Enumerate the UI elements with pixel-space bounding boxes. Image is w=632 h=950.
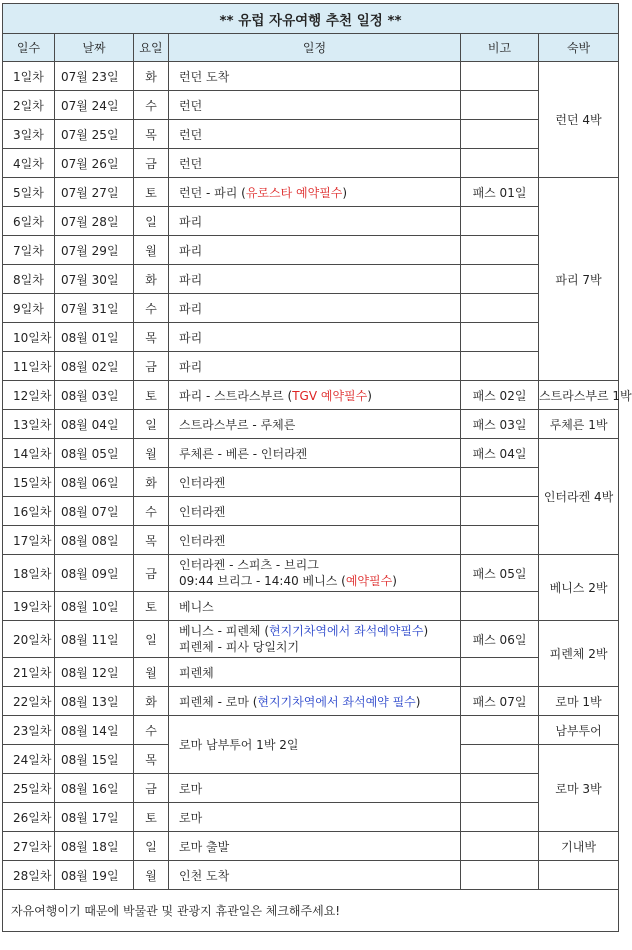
table-row: [3, 265, 619, 294]
header-date: 날짜: [55, 34, 134, 62]
schedule-cell: 런던: [169, 149, 461, 178]
table-row: [3, 439, 619, 468]
weekday-cell: 일: [134, 207, 169, 236]
date-cell: 07월 30일: [55, 265, 134, 294]
weekday-cell: 월: [134, 236, 169, 265]
weekday-cell: 금: [134, 774, 169, 803]
table-row: [3, 91, 619, 120]
date-cell: 08월 15일: [55, 745, 134, 774]
weekday-cell: 목: [134, 120, 169, 149]
schedule-cell: 런던: [169, 91, 461, 120]
day-cell: 10일차: [3, 323, 55, 352]
date-cell: 07월 23일: [55, 62, 134, 91]
weekday-cell: 일: [134, 832, 169, 861]
schedule-cell: 로마: [169, 774, 461, 803]
schedule-cell: 베니스: [169, 592, 461, 621]
schedule-text: 베니스 - 피렌체 (: [179, 624, 270, 638]
weekday-cell: 목: [134, 323, 169, 352]
schedule-cell: 파리: [169, 207, 461, 236]
day-cell: 26일차: [3, 803, 55, 832]
schedule-cell: 인터라켄: [169, 497, 461, 526]
weekday-cell: 토: [134, 803, 169, 832]
weekday-cell: 토: [134, 178, 169, 207]
table-row: [3, 468, 619, 497]
lodging-cell: 로마 3박: [539, 745, 619, 832]
date-cell: 08월 02일: [55, 352, 134, 381]
date-cell: 07월 31일: [55, 294, 134, 323]
note-cell: [461, 832, 539, 861]
day-cell: 2일차: [3, 91, 55, 120]
table-row: [3, 687, 619, 716]
schedule-cell: 파리: [169, 294, 461, 323]
day-cell: 25일차: [3, 774, 55, 803]
footer-row: [3, 890, 619, 932]
date-cell: 07월 26일: [55, 149, 134, 178]
table-row: [3, 555, 619, 592]
schedule-text: 피렌체 - 로마 (: [179, 694, 258, 709]
schedule-cell: [169, 381, 461, 410]
note-cell: [461, 294, 539, 323]
date-cell: 08월 05일: [55, 439, 134, 468]
schedule-line-2: [179, 573, 460, 589]
schedule-cell: 파리: [169, 236, 461, 265]
header-weekday: 요일: [134, 34, 169, 62]
schedule-cell: [169, 178, 461, 207]
date-cell: 08월 09일: [55, 555, 134, 592]
schedule-cell: 로마 남부투어 1박 2일: [169, 716, 461, 774]
table-row: [3, 592, 619, 621]
date-cell: 07월 29일: [55, 236, 134, 265]
note-cell: [461, 526, 539, 555]
day-cell: 18일차: [3, 555, 55, 592]
schedule-cell: 인천 도착: [169, 861, 461, 890]
weekday-cell: 금: [134, 352, 169, 381]
date-cell: 08월 12일: [55, 658, 134, 687]
note-cell: [461, 236, 539, 265]
weekday-cell: 수: [134, 91, 169, 120]
table-row: [3, 658, 619, 687]
day-cell: 1일차: [3, 62, 55, 91]
note-cell: 패스 04일: [461, 439, 539, 468]
day-cell: 13일차: [3, 410, 55, 439]
note-cell: [461, 91, 539, 120]
note-cell: [461, 774, 539, 803]
date-cell: 08월 06일: [55, 468, 134, 497]
table-row: [3, 323, 619, 352]
note-cell: [461, 62, 539, 91]
weekday-cell: 토: [134, 381, 169, 410]
schedule-cell: 스트라스부르 - 루체른: [169, 410, 461, 439]
note-cell: 패스 03일: [461, 410, 539, 439]
lodging-cell: 인터라켄 4박: [539, 439, 619, 555]
day-cell: 14일차: [3, 439, 55, 468]
weekday-cell: 월: [134, 658, 169, 687]
weekday-cell: 수: [134, 716, 169, 745]
note-cell: [461, 803, 539, 832]
header-schedule: 일정: [169, 34, 461, 62]
table-row: [3, 803, 619, 832]
day-cell: 8일차: [3, 265, 55, 294]
schedule-text-end: ): [342, 185, 348, 200]
date-cell: 08월 13일: [55, 687, 134, 716]
table-row: [3, 178, 619, 207]
schedule-cell: [169, 621, 461, 658]
day-cell: 4일차: [3, 149, 55, 178]
lodging-cell: 파리 7박: [539, 178, 619, 381]
table-row: [3, 410, 619, 439]
lodging-cell: 스트라스부르 1박: [539, 381, 619, 410]
footer-note: 자유여행이기 때문에 박물관 및 관광지 휴관일은 체크해주세요!: [3, 890, 619, 932]
schedule-text-end: ): [367, 388, 372, 403]
schedule-cell: 인터라켄: [169, 526, 461, 555]
lodging-cell: 로마 1박: [539, 687, 619, 716]
seat-reservation-text: 현지기차역에서 좌석예약 필수: [257, 694, 416, 709]
day-cell: 17일차: [3, 526, 55, 555]
schedule-line-2: 피렌체 - 피사 당일치기: [179, 640, 300, 654]
date-cell: 08월 01일: [55, 323, 134, 352]
note-cell: [461, 861, 539, 890]
note-cell: [461, 497, 539, 526]
date-cell: 07월 25일: [55, 120, 134, 149]
date-cell: 08월 03일: [55, 381, 134, 410]
table-row: [3, 120, 619, 149]
day-cell: 21일차: [3, 658, 55, 687]
weekday-cell: 금: [134, 149, 169, 178]
weekday-cell: 일: [134, 410, 169, 439]
lodging-cell: [539, 861, 619, 890]
schedule-cell: 파리: [169, 323, 461, 352]
weekday-cell: 목: [134, 526, 169, 555]
date-cell: 08월 14일: [55, 716, 134, 745]
itinerary-table: [2, 3, 632, 932]
weekday-cell: 수: [134, 294, 169, 323]
date-cell: 08월 18일: [55, 832, 134, 861]
note-cell: 패스 01일: [461, 178, 539, 207]
note-cell: 패스 06일: [461, 621, 539, 658]
day-cell: 7일차: [3, 236, 55, 265]
day-cell: 15일차: [3, 468, 55, 497]
date-cell: 07월 28일: [55, 207, 134, 236]
date-cell: 08월 10일: [55, 592, 134, 621]
note-cell: [461, 323, 539, 352]
schedule-cell: 런던 도착: [169, 62, 461, 91]
table-row: [3, 352, 619, 381]
table-row: [3, 832, 619, 861]
day-cell: 24일차: [3, 745, 55, 774]
schedule-text-end: ): [392, 574, 397, 588]
table-row: [3, 861, 619, 890]
schedule-text: 09:44 브리그 - 14:40 베니스 (: [179, 574, 346, 588]
note-cell: 패스 07일: [461, 687, 539, 716]
lodging-cell: 런던 4박: [539, 62, 619, 178]
schedule-cell: 로마: [169, 803, 461, 832]
date-cell: 08월 16일: [55, 774, 134, 803]
date-cell: 07월 27일: [55, 178, 134, 207]
weekday-cell: 토: [134, 592, 169, 621]
note-cell: [461, 658, 539, 687]
schedule-cell: 파리: [169, 265, 461, 294]
lodging-cell: 피렌체 2박: [539, 621, 619, 687]
day-cell: 11일차: [3, 352, 55, 381]
reservation-required-text: 예약필수: [345, 574, 393, 588]
day-cell: 27일차: [3, 832, 55, 861]
table-row: [3, 62, 619, 91]
day-cell: 3일차: [3, 120, 55, 149]
date-cell: 08월 17일: [55, 803, 134, 832]
schedule-text-end: ): [423, 624, 429, 638]
day-cell: 23일차: [3, 716, 55, 745]
day-cell: 12일차: [3, 381, 55, 410]
schedule-cell: 파리: [169, 352, 461, 381]
date-cell: 08월 08일: [55, 526, 134, 555]
table-row: [3, 207, 619, 236]
table-row: [3, 294, 619, 323]
day-cell: 9일차: [3, 294, 55, 323]
day-cell: 22일차: [3, 687, 55, 716]
header-note: 비고: [461, 34, 539, 62]
weekday-cell: 목: [134, 745, 169, 774]
schedule-text: 파리 - 스트라스부르 (: [179, 388, 293, 403]
schedule-cell: 런던: [169, 120, 461, 149]
table-row: [3, 621, 619, 658]
note-cell: [461, 592, 539, 621]
schedule-line-1: [179, 623, 460, 639]
note-cell: [461, 120, 539, 149]
lodging-cell: 베니스 2박: [539, 555, 619, 621]
schedule-cell: 인터라켄: [169, 468, 461, 497]
weekday-cell: 금: [134, 555, 169, 592]
weekday-cell: 일: [134, 621, 169, 658]
table-row: [3, 774, 619, 803]
weekday-cell: 수: [134, 497, 169, 526]
day-cell: 19일차: [3, 592, 55, 621]
lodging-cell: 남부투어: [539, 716, 619, 745]
day-cell: 16일차: [3, 497, 55, 526]
note-cell: [461, 352, 539, 381]
table-row: [3, 526, 619, 555]
table-row: [3, 381, 619, 410]
table-row: [3, 497, 619, 526]
table-row: [3, 716, 619, 745]
seat-reservation-text: 현지기차역에서 좌석예약필수: [269, 624, 424, 638]
weekday-cell: 화: [134, 265, 169, 294]
schedule-cell: 로마 출발: [169, 832, 461, 861]
reservation-required-text: TGV 예약필수: [292, 388, 368, 403]
date-cell: 08월 07일: [55, 497, 134, 526]
day-cell: 20일차: [3, 621, 55, 658]
note-cell: [461, 716, 539, 745]
weekday-cell: 월: [134, 861, 169, 890]
day-cell: 5일차: [3, 178, 55, 207]
date-cell: 08월 19일: [55, 861, 134, 890]
date-cell: 07월 24일: [55, 91, 134, 120]
schedule-cell: [169, 555, 461, 592]
note-cell: [461, 468, 539, 497]
table-row: [3, 236, 619, 265]
weekday-cell: 화: [134, 468, 169, 497]
note-cell: [461, 207, 539, 236]
reservation-required-text: 유로스타 예약필수: [245, 185, 343, 200]
table-row: [3, 149, 619, 178]
schedule-cell: 루체른 - 베른 - 인터라켄: [169, 439, 461, 468]
lodging-cell: 루체른 1박: [539, 410, 619, 439]
schedule-text: 런던 - 파리 (: [179, 185, 246, 200]
weekday-cell: 월: [134, 439, 169, 468]
day-cell: 28일차: [3, 861, 55, 890]
schedule-cell: 피렌체: [169, 658, 461, 687]
weekday-cell: 화: [134, 687, 169, 716]
header-day: 일수: [3, 34, 55, 62]
header-lodging: 숙박: [539, 34, 619, 62]
day-cell: 6일차: [3, 207, 55, 236]
weekday-cell: 화: [134, 62, 169, 91]
date-cell: 08월 04일: [55, 410, 134, 439]
date-cell: 08월 11일: [55, 621, 134, 658]
table-header-row: [3, 34, 619, 62]
lodging-cell: 기내박: [539, 832, 619, 861]
schedule-line-1: 인터라켄 - 스피츠 - 브리그: [179, 558, 319, 572]
page-title: ** 유럽 자유여행 추천 일정 **: [3, 4, 619, 34]
note-cell: 패스 02일: [461, 381, 539, 410]
note-cell: [461, 149, 539, 178]
schedule-cell: [169, 687, 461, 716]
note-cell: 패스 05일: [461, 555, 539, 592]
note-cell: [461, 265, 539, 294]
schedule-text-end: ): [415, 694, 421, 709]
note-cell: [461, 745, 539, 774]
